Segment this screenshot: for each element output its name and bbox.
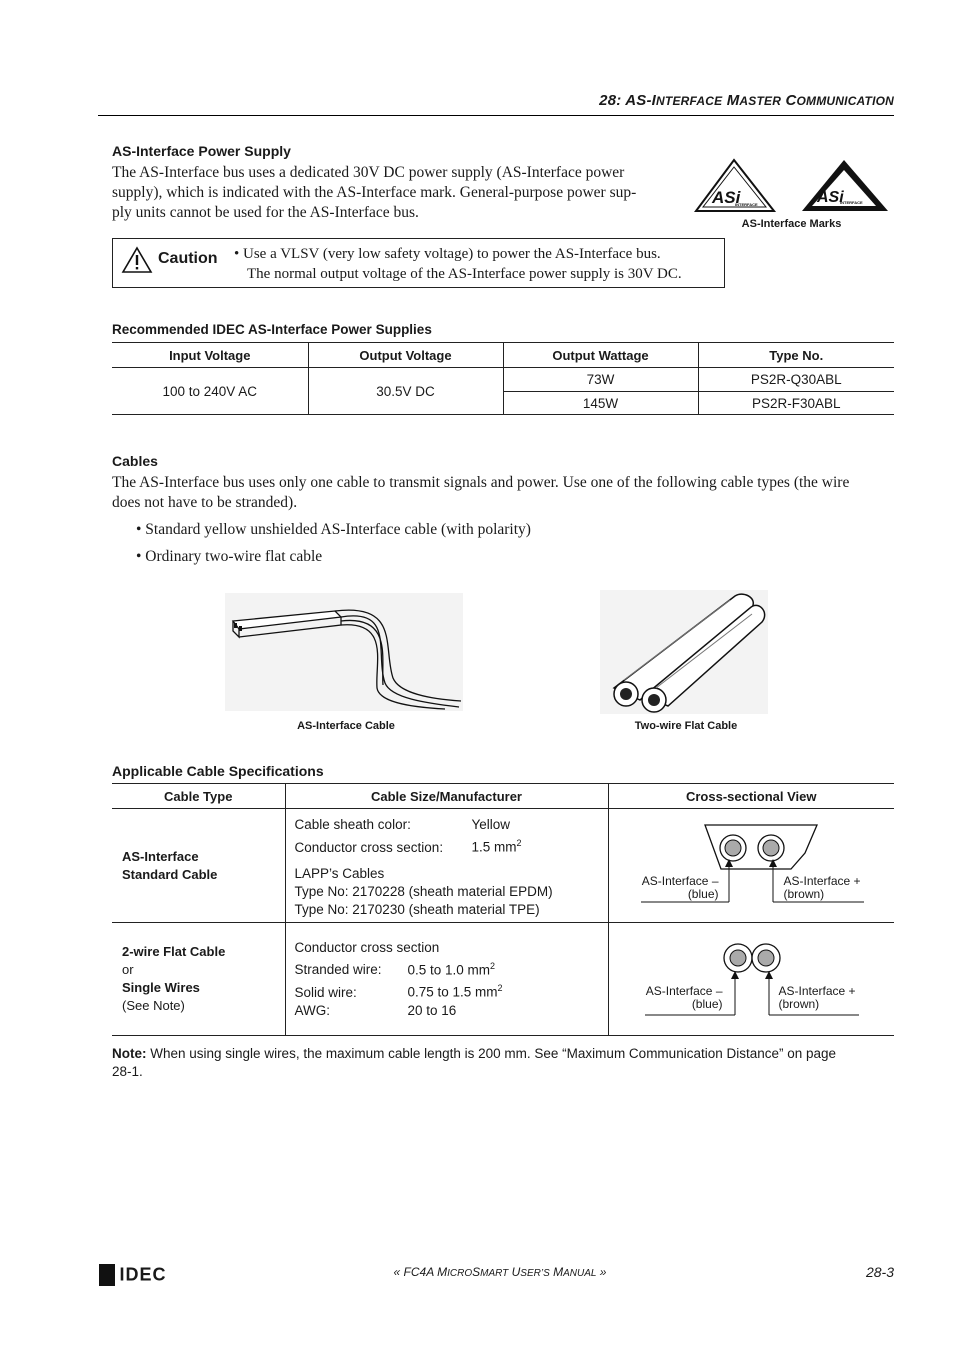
cable-size-cell [285,923,608,1036]
idec-logo [99,1264,166,1286]
chapter-title: 28: AS-INTERFACE MASTER COMMUNICATION [599,92,894,109]
table-cell: PS2R-Q30ABL [698,368,894,392]
as-interface-plus-label: AS-Interface + (brown) [783,874,861,901]
as-interface-mark-solid [802,160,888,211]
as-interface-mark-outline [696,160,774,211]
table-header-row [112,343,894,368]
table-header-cell: Output Voltage [308,343,503,368]
caution-box [112,238,725,288]
cable-type-cell [112,923,285,1036]
power-table-title: Recommended IDEC AS-Interface Power Supplies [112,322,432,337]
paragraph-line: The AS-Interface bus uses a dedicated 30V DC power supply (AS-Interface power [112,164,625,181]
idec-logo-mark [99,1264,115,1286]
table-header-row [112,784,894,809]
type-no-line: Type No: 2170228 (sheath material EPDM) [294,883,553,899]
two-wire-flat-cable-image [600,590,768,714]
table-cell: 30.5V DC [308,368,503,415]
idec-logo-text: IDEC [119,1264,167,1285]
caution-text [234,244,724,284]
svg-text:ASi: ASi [712,188,741,207]
cable-type-line: Standard Cable [122,866,218,882]
power-supply-table [112,342,894,415]
cables-paragraph [112,473,902,513]
paragraph-line: ply units cannot be used for the AS-Interface bus. [112,204,419,221]
table-cell: 145W [503,392,698,415]
power-supply-heading: AS-Interface Power Supply [112,143,291,159]
svg-text:INTERFACE: INTERFACE [735,202,758,207]
conductor-heading: Conductor cross section [294,939,440,955]
power-supply-paragraph [112,163,672,223]
stranded-row: Stranded wire: 0.5 to 1.0 $mm^2$ [294,960,496,977]
sheath-color-row: Cable sheath color: Yellow [294,817,511,832]
manual-title: « FC4A MICROSMART USER’S MANUAL » [393,1265,607,1279]
two-wire-flat-cable-caption: Two-wire Flat Cable [634,720,738,732]
caution-line: • Use a VLSV (very low safety voltage) to power the AS-Interface bus. [234,246,661,262]
note-text: 28-1. [112,1064,143,1079]
cable-type-line: or [122,962,134,977]
cables-heading: Cables [112,453,158,469]
table-header-cell: Output Wattage [503,343,698,368]
lapp-label: LAPP’s Cables [294,865,385,881]
cable-type-line: (See Note) [122,998,185,1013]
table-row [112,923,894,1036]
note-label: Note: [112,1046,147,1061]
cable-spec-table [112,783,894,1036]
cable-type-line: 2-wire Flat Cable [122,944,226,959]
paragraph-line: supply), which is indicated with the AS-Interface mark. General-purpose power sup- [112,184,637,201]
cable-bullet: • Standard yellow unshielded AS-Interface cable (with polarity) [136,521,531,538]
table-cell: PS2R-F30ABL [698,392,894,415]
spec-table-title: Applicable Cable Specifications [112,763,324,779]
conductor-row: Conductor cross section: 1.5 $mm^2$ [294,838,522,855]
as-interface-cable-image [225,593,463,711]
standard-cable-cross-section [609,809,895,923]
cable-bullet: • Ordinary two-wire flat cable [136,548,323,565]
warning-icon [121,246,153,274]
table-header-cell: Input Voltage [112,343,308,368]
type-no-line: Type No: 2170230 (sheath material TPE) [294,901,540,917]
cable-length-note [112,1045,902,1081]
note-text: When using single wires, the maximum cable length is 200 mm. See “Maximum Communication Distance” on page [146,1046,837,1061]
table-header-cell: Cable Size/Manufacturer [285,784,608,809]
paragraph-line: The AS-Interface bus uses only one cable to transmit signals and power. Use one of the following cable types (the wire [112,474,850,491]
table-cell: 73W [503,368,698,392]
table-header-cell: Cross-sectional View [608,784,894,809]
flat-cable-cross-section [609,923,895,1036]
cable-type-cell [112,809,285,923]
solid-row: Solid wire: 0.75 to 1.5 $mm^2$ [294,983,503,1000]
svg-text:INTERFACE: INTERFACE [840,200,863,205]
cable-type-line: AS-Interface [122,848,199,864]
as-interface-plus-label: AS-Interface + (brown) [778,984,856,1011]
cable-type-line: Single Wires [122,980,200,995]
svg-text:ASi: ASi [817,189,844,206]
table-row [112,809,894,923]
page-number: 28-3 [865,1264,894,1280]
as-interface-cable-caption: AS-Interface Cable [297,720,395,732]
cable-size-cell [285,809,608,923]
paragraph-line: does not have to be stranded). [112,494,298,511]
caution-label: Caution [158,250,218,267]
as-interface-marks-logo [694,156,890,216]
as-interface-minus-label: AS-Interface – (blue) [641,874,719,901]
awg-row: AWG: 20 to 16 [294,1002,457,1018]
table-cell: 100 to 240V AC [112,368,308,415]
header-rule [98,115,894,116]
table-header-cell: Cable Type [112,784,285,809]
table-header-cell: Type No. [698,343,894,368]
table-row [112,368,894,392]
cross-section-cell [608,809,894,923]
as-interface-marks-caption: AS-Interface Marks [741,218,842,230]
as-interface-minus-label: AS-Interface – (blue) [645,984,723,1011]
caution-line: The normal output voltage of the AS-Interface power supply is 30V DC. [247,266,682,282]
cross-section-cell [608,923,894,1036]
